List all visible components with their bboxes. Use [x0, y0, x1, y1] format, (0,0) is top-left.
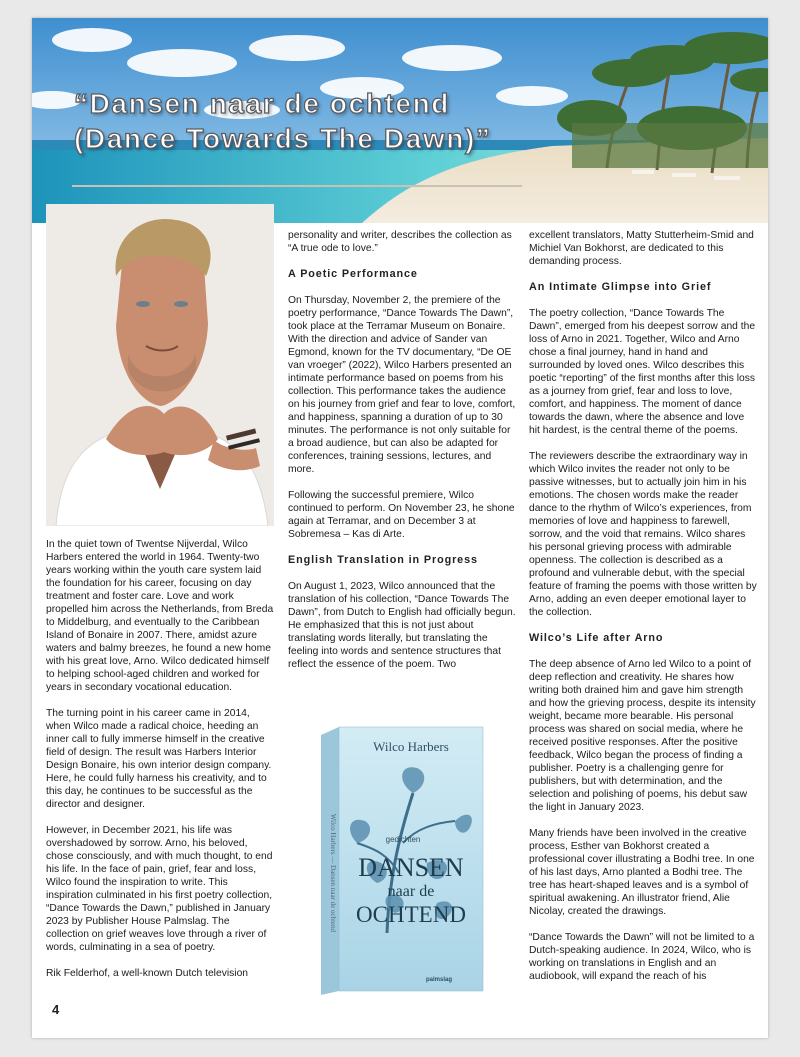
column-3	[529, 229, 757, 996]
col3-paragraph-4: The deep absence of Arno led Wilco to a point of deep reflection and creativity. He shares how writing both drained him and gave him strength and how the grieving process, despite its intensity weight, became more bearable. His personal process was shared on social media, where he received positive responses. After the positive feedback, Wilco began the process of finding a publisher. Poetry is a challenging genre for publishers, but with determination, and the selection and polishing of poems, his debut saw the light in January 2023.	[529, 659, 756, 813]
book-author: Wilco Harbers	[373, 739, 449, 754]
header-banner	[32, 18, 768, 223]
book-title-line-1: DANSEN	[358, 853, 464, 882]
heading-intimate-glimpse: An Intimate Glimpse into Grief	[529, 281, 712, 293]
column-2	[288, 229, 516, 684]
book-cover	[317, 723, 487, 995]
col2-paragraph-3: Following the successful premiere, Wilco continued to perform. On November 23, he shone again at Terramar, and on December 3 at Sobremesa – Kas di Arte.	[288, 490, 515, 540]
magazine-page	[32, 18, 768, 1038]
heading-life-after-arno: Wilco’s Life after Arno	[529, 632, 664, 644]
book-label: gedichten	[385, 835, 421, 844]
heading-english-translation: English Translation in Progress	[288, 554, 478, 566]
title-line-1: “Dansen naar de ochtend	[74, 88, 450, 119]
title-underline	[72, 185, 522, 187]
column-1	[46, 538, 274, 993]
col1-paragraph-4: Rik Felderhof, a well-known Dutch television	[46, 968, 249, 979]
col3-paragraph-1: excellent translators, Matty Stutterheim-Smid and Michiel Van Bokhorst, are dedicated to this demanding process.	[529, 230, 754, 267]
col1-paragraph-1: In the quiet town of Twentse Nijverdal, Wilco Harbers entered the world in 1964. Twenty-two years working within the youth care system laid the foundation for his career, focusing on day treatment and foster care. Love and work propelled him across the Netherlands, from Breda to Middelburg, and eventually to the Caribbean Island of Bonaire in 2007. There, amidst azure waters and balmy breezes, he found a new home with his great love, Arno. Wilco dedicated himself to helping school-aged children and worked for years in secondary vocational education.	[46, 539, 274, 693]
col3-paragraph-3: The reviewers describe the extraordinary way in which Wilco invites the reader not only to be passive witnesses, but to actually join him in his emotions. The chosen words make the reader dance to the rhythm of Wilco’s experiences, from memories of love and happiness to farewell, sorrow, and the void that remains. Wilco shares his personal grieving process with admirable openness. The collection is described as a profound and vulnerable debut, with the special feature of framing the poems with those written by Arno, adding an even deeper emotional layer to the collection.	[529, 451, 757, 618]
heading-poetic-performance: A Poetic Performance	[288, 268, 418, 280]
book-title-line-2: naar de	[387, 883, 435, 900]
col1-paragraph-2: The turning point in his career came in 2014, when Wilco made a radical choice, heeding an inner call to fully immerse himself in the creative field of design. The result was Harbers Interior Design Bonaire, his own interior design company. Here, he could fully harness his creativity, and to this day, he continues to be successful as the director and designer.	[46, 708, 272, 810]
col1-paragraph-3: However, in December 2021, his life was overshadowed by sorrow. Arno, his beloved, chose consciously, and with much thought, to end his life. In the face of pain, grief, fear and loss, Wilco found the inspiration to write. This inspiration culminated in his first poetry collection, “Dance Towards the Dawn,” published in January 2023 by Publisher House Palmslag. The collection on grief weaves love through a river of words, culminating in a sea of poetry.	[46, 825, 273, 953]
col2-paragraph-1: personality and writer, describes the collection as “A true ode to love.”	[288, 230, 512, 254]
col2-paragraph-4: On August 1, 2023, Wilco announced that the translation of his collection, “Dance Towards The Dawn”, from Dutch to English had officially begun. He emphasized that this is not just about translating words literally, but translating the feeling into words and sentence structures that reflect the essence of the poem. Two	[288, 581, 516, 670]
page-number: 4	[52, 1002, 60, 1017]
col3-paragraph-2: The poetry collection, “Dance Towards The Dawn”, emerged from his deepest sorrow and the loss of Arno in 2021. Together, Wilco and Arno chose a final journey, hand in hand and surrounded by loved ones. Wilco describes this poetic “reporting” of the first months after this loss as a journey from grief, fear and loss to love, comfort, and happiness. The moment of dance towards the dawn, where the absence and love hit hardest, is the central theme of the poems.	[529, 308, 756, 436]
article-title	[74, 86, 492, 156]
book-publisher: palmslag	[425, 977, 453, 983]
col3-paragraph-5: Many friends have been involved in the creative process, Esther van Bokhorst created a professional cover illustrating a Bodhi tree. In one of his last days, Arno planted a Bodhi tree. The tree has heart-shaped leaves and is a symbol of spiritual awakening. An illustrator friend, Alie Nicolay, created the drawings.	[529, 828, 755, 917]
col3-paragraph-6: “Dance Towards the Dawn” will not be limited to a Dutch-speaking audience. In 2024, Wilco, who is working on translations in English and an audiobook, will expand the reach of his	[529, 932, 755, 982]
col2-paragraph-2: On Thursday, November 2, the premiere of the poetry performance, “Dance Towards The Dawn”, took place at the Terramar Museum on Bonaire. With the direction and advice of Sander van Egmond, known for the TV documentary, “De OE van vroeger” (2022), Wilco Harbers presented an intimate performance based on poems from his collection. This performance takes the audience on his journey from grief and fear to love, comfort, and happiness, spanning a duration of up to 30 minutes. The performance is not only suitable for a broad audience, but can also be adapted for conferences, training sessions, lectures, and more.	[288, 295, 516, 475]
book-title-line-3: OCHTEND	[356, 902, 466, 927]
author-photo	[46, 204, 274, 526]
book-cover-image	[317, 723, 487, 995]
title-line-2: (Dance Towards The Dawn)”	[74, 123, 492, 154]
book-spine-text: Wilco Harbers — Dansen naar de ochtend	[329, 813, 337, 933]
author-portrait-image	[46, 204, 274, 526]
